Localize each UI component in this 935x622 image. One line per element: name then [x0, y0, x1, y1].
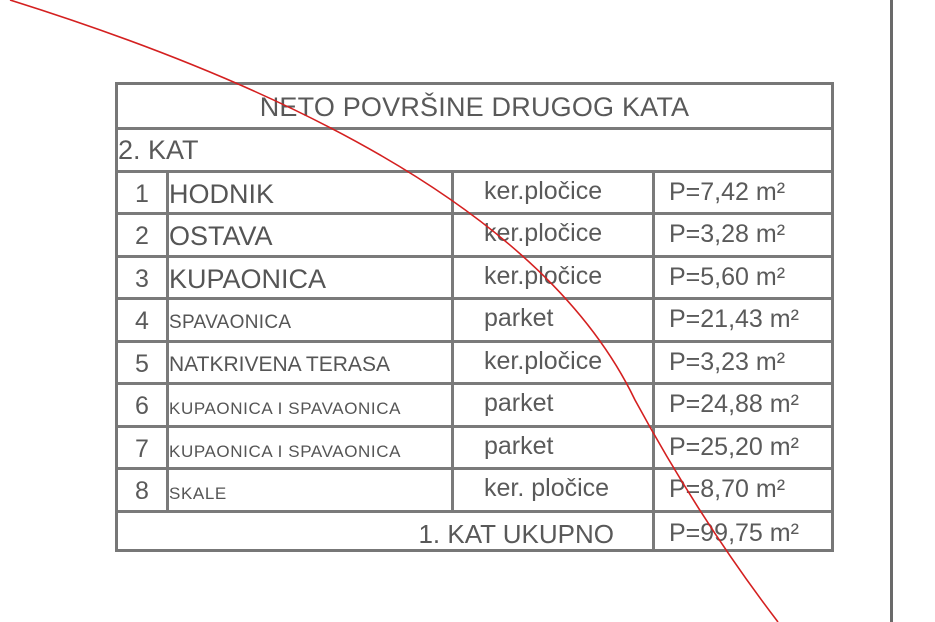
room-area: P=21,43 m² — [669, 305, 799, 333]
table-row — [118, 258, 831, 300]
room-name: KUPAONICA I SPAVAONICA — [169, 442, 402, 461]
floor-material: ker. pločice — [484, 474, 610, 502]
area-table — [115, 82, 834, 552]
row-number: 7 — [135, 435, 149, 463]
floor-label: 2. KAT — [118, 135, 199, 165]
row-number: 4 — [135, 307, 149, 335]
total-value: P=99,75 m² — [669, 519, 799, 547]
room-area: P=7,42 m² — [669, 178, 786, 206]
table-row — [118, 385, 831, 428]
room-name: KUPAONICA I SPAVAONICA — [169, 399, 402, 418]
room-name: NATKRIVENA TERASA — [169, 353, 390, 376]
total-label: 1. KAT UKUPNO — [418, 519, 614, 549]
row-number: 1 — [135, 180, 149, 208]
room-name: HODNIK — [169, 179, 275, 209]
floor-row — [118, 130, 831, 173]
table-row — [118, 300, 831, 343]
room-area: P=24,88 m² — [669, 390, 799, 418]
room-area: P=8,70 m² — [669, 475, 786, 503]
floor-material: parket — [484, 389, 554, 417]
room-area: P=25,20 m² — [669, 433, 799, 461]
floor-material: ker.pločice — [484, 219, 603, 247]
room-name: KUPAONICA — [169, 264, 327, 294]
table-row — [118, 428, 831, 470]
table-title-row — [118, 85, 831, 130]
total-row — [118, 513, 831, 549]
row-number: 3 — [135, 265, 149, 293]
room-name: SKALE — [169, 484, 227, 503]
row-number: 2 — [135, 222, 149, 250]
floor-material: ker.pločice — [484, 177, 603, 205]
row-number: 6 — [135, 392, 149, 420]
table-title: NETO POVRŠINE DRUGOG KATA — [259, 92, 690, 122]
floor-material: ker.pločice — [484, 262, 603, 290]
row-number: 5 — [135, 350, 149, 378]
room-area: P=3,28 m² — [669, 220, 786, 248]
room-name: SPAVAONICA — [169, 312, 292, 333]
room-name: OSTAVA — [169, 221, 273, 251]
table-row — [118, 173, 831, 215]
room-area: P=5,60 m² — [669, 263, 786, 291]
table-row — [118, 470, 831, 513]
page-border-line — [890, 0, 893, 622]
room-area: P=3,23 m² — [669, 348, 786, 376]
row-number: 8 — [135, 477, 149, 505]
floor-material: ker.pločice — [484, 347, 603, 375]
table-row — [118, 343, 831, 385]
table-row — [118, 215, 831, 258]
floor-material: parket — [484, 304, 554, 332]
floor-material: parket — [484, 432, 554, 460]
